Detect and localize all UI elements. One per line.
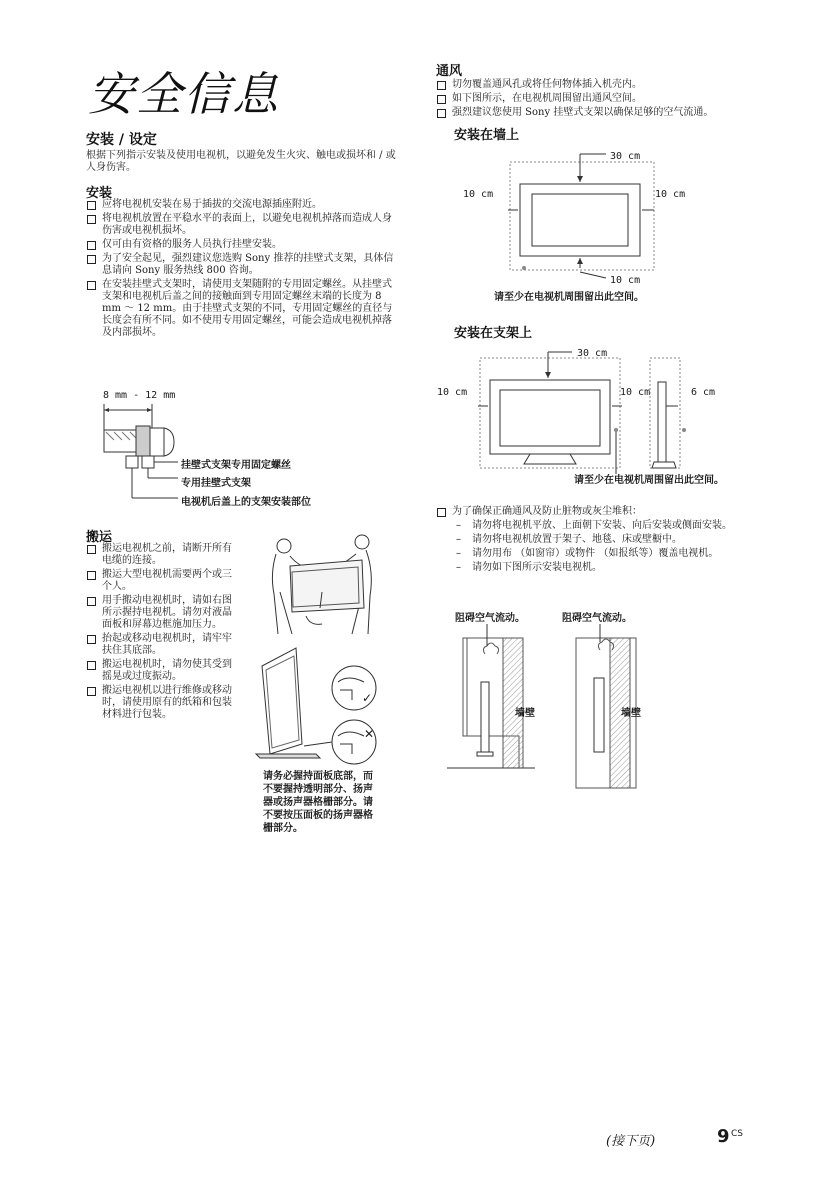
stand-dim-side: 6 cm	[691, 387, 716, 398]
stand-dim-top: 30 cm	[577, 348, 608, 359]
list-item: 如下图所示，在电视机周围留出通风空间。	[436, 93, 756, 105]
wall-dim-right: 10 cm	[655, 189, 686, 200]
install-list	[86, 199, 398, 341]
wall-dim-bottom: 10 cm	[610, 275, 641, 286]
list-item: 抬起或移动电视机时，请牢牢扶住其底部。	[86, 633, 238, 657]
wall-install-heading: 安装在墙上	[454, 128, 520, 143]
list-item: 为了确保正确通风及防止脏物或灰尘堆积：	[436, 506, 756, 518]
screw-label-2: 专用挂壁式支架	[181, 478, 251, 489]
stand-dim-left: 10 cm	[437, 387, 468, 398]
page-title: 安全信息	[88, 67, 280, 121]
wall-install-diagram	[508, 160, 658, 280]
ventilation-sub-list	[452, 520, 752, 576]
install-setup-intro: 根据下列指示安装及使用电视机，以避免发生火灾、触电或损坏和 / 或人身伤害。	[86, 150, 396, 173]
stand-dim-right: 10 cm	[620, 387, 651, 398]
list-item: – 请勿将电视机放置于架子、地毯、床或壁橱中。	[452, 534, 752, 546]
screw-label-3: 电视机后盖上的支架安装部位	[181, 497, 311, 508]
stand-caption: 请至少在电视机周围留出此空间。	[574, 475, 724, 486]
continued-label: (接下页)	[606, 1134, 656, 1149]
list-item: 切勿覆盖通风孔或将任何物体插入机壳内。	[436, 79, 756, 91]
list-item: 搬运电视机以进行维修或移动时，请使用原有的纸箱和包装材料进行包装。	[86, 685, 238, 721]
list-item: 搬运电视机之前，请断开所有电缆的连接。	[86, 543, 238, 567]
list-item: – 请勿将电视机平放、上面朝下安装、向后安装或侧面安装。	[452, 520, 752, 532]
incorrect-install-diagram-1	[447, 624, 537, 770]
wall-label-2: 墙壁	[621, 708, 641, 719]
list-item: – 请勿如下图所示安装电视机。	[452, 562, 752, 574]
check-mark-icon: ✓	[362, 691, 373, 705]
transport-list	[86, 543, 238, 723]
ventilation-extra-list	[436, 506, 756, 520]
screw-dimension-label: 8 mm - 12 mm	[103, 390, 176, 401]
stand-install-diagram	[478, 356, 728, 474]
page-number: 9	[717, 1126, 730, 1147]
blocked-airflow-label-2: 阻碍空气流动。	[562, 613, 632, 624]
list-item: 为了安全起见，强烈建议您选购 Sony 推荐的挂壁式支架，具体信息请向 Sony 服务热线 800 咨询。	[86, 253, 398, 277]
list-item: 用手搬动电视机时，请如右图所示握持电视机。请勿对液晶面板和屏幕边框施加压力。	[86, 595, 238, 631]
list-item: 搬运大型电视机需要两个或三个人。	[86, 569, 238, 593]
list-item: 将电视机放置在平稳水平的表面上，以避免电视机掉落而造成人身伤害或电视机损坏。	[86, 213, 398, 237]
ventilation-list	[436, 79, 756, 121]
wall-dim-top: 30 cm	[610, 151, 641, 162]
page-suffix: CS	[731, 1129, 743, 1139]
screw-label-1: 挂壁式支架专用固定螺丝	[181, 460, 291, 471]
list-item: 应将电视机安装在易于插拔的交流电源插座附近。	[86, 199, 398, 211]
list-item: 仅可由有资格的服务人员执行挂壁安装。	[86, 239, 398, 251]
install-heading: 安装	[86, 186, 113, 201]
list-item: 在安装挂壁式支架时，请使用支架随附的专用固定螺丝。从挂壁式支架和电视机后盖之间的接触面到专用固定螺丝末端的长度为 8 mm ～ 12 mm。由于挂壁式支架的不同，专用固定螺丝的直径与长度会有所不同。如不使用专用固定螺丝，可能会造成电视机掉落及内部损坏。	[86, 279, 398, 339]
cross-mark-icon: ✕	[364, 727, 375, 741]
list-item: 搬运电视机时，请勿使其受到摇晃或过度振动。	[86, 659, 238, 683]
transport-heading: 搬运	[86, 530, 113, 545]
list-item: 强烈建议您使用 Sony 挂壁式支架以确保足够的空气流通。	[436, 107, 756, 119]
two-people-carrying-illustration	[262, 532, 392, 642]
holding-tv-detail-illustration	[254, 646, 384, 766]
stand-install-heading: 安装在支架上	[454, 326, 533, 341]
install-setup-heading: 安装 / 设定	[86, 132, 157, 148]
wall-caption: 请至少在电视机周围留出此空间。	[494, 292, 644, 303]
wall-dim-left: 10 cm	[463, 189, 494, 200]
blocked-airflow-label-1: 阻碍空气流动。	[455, 613, 525, 624]
wall-label-1: 墙壁	[515, 708, 535, 719]
ventilation-heading: 通风	[436, 64, 463, 79]
transport-caption: 请务必握持面板底部，而不要握持透明部分、扬声器或扬声器格栅部分。请不要按压面板的扬声器格栅部分。	[263, 771, 373, 834]
list-item: – 请勿用布 （如窗帘）或物件 （如报纸等）覆盖电视机。	[452, 548, 752, 560]
